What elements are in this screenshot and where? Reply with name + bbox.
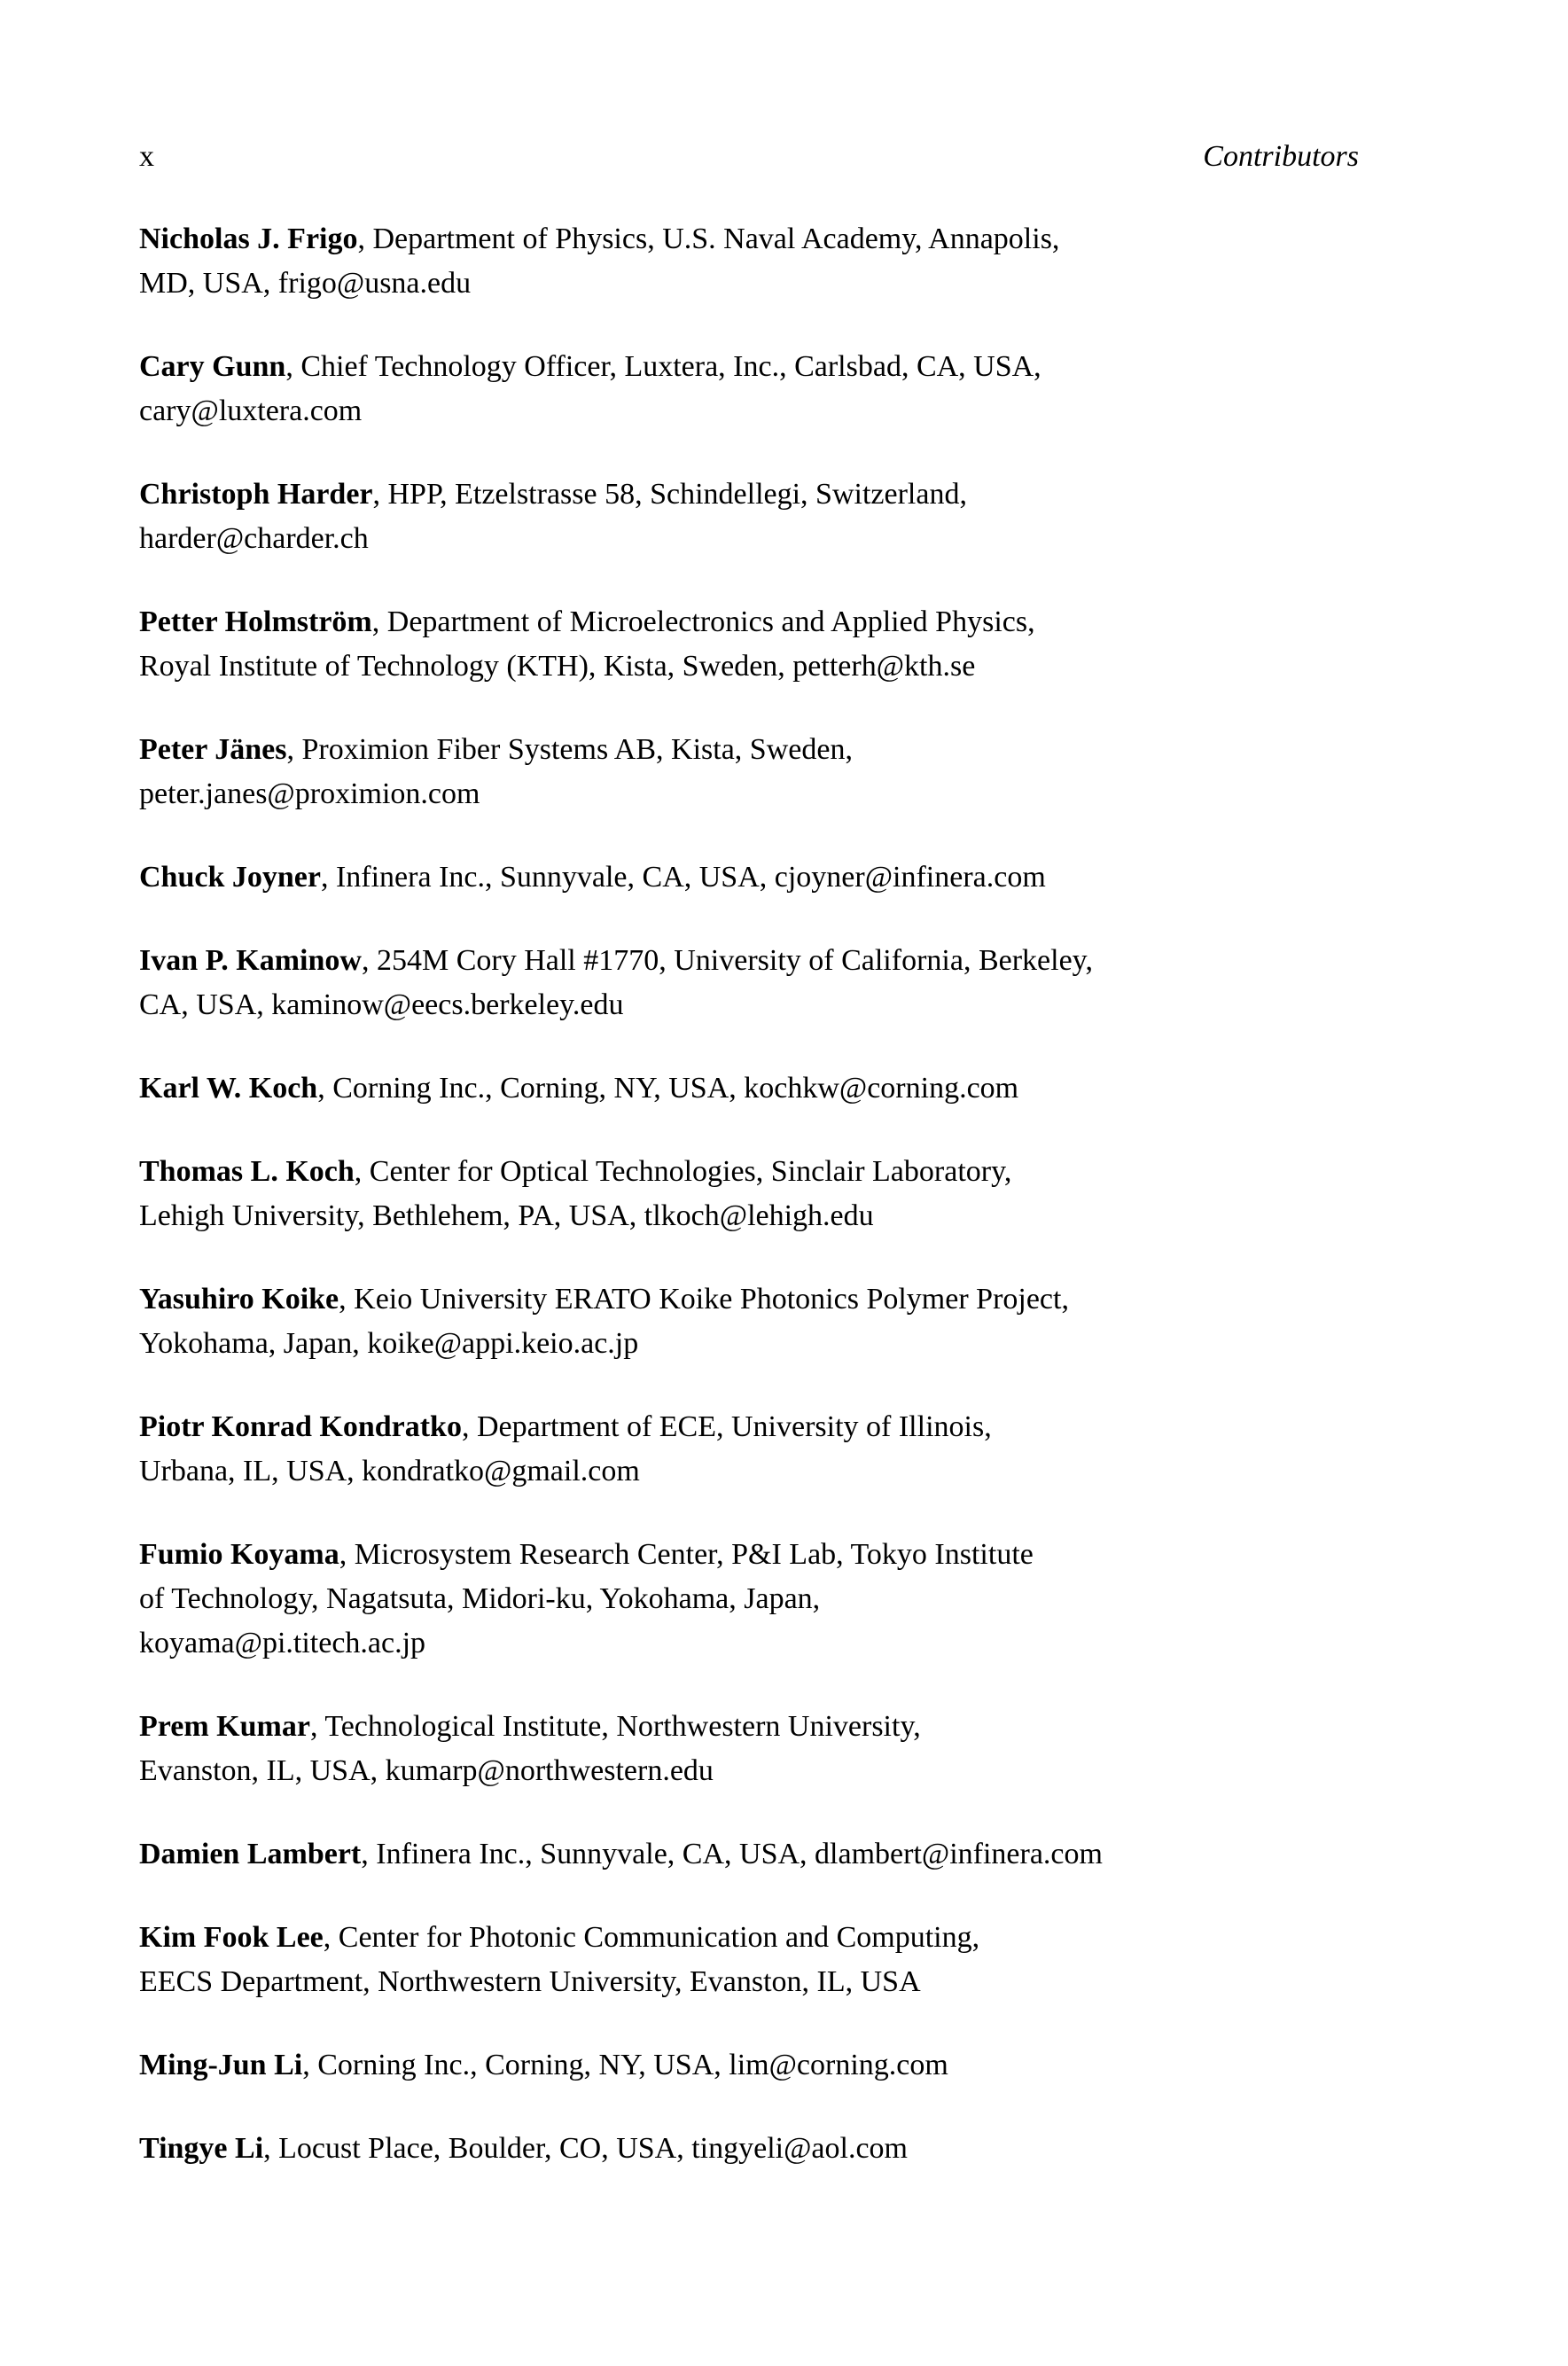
contributor-name: Damien Lambert: [139, 1838, 362, 1870]
contributor-entry: [139, 939, 1359, 1027]
contributor-name: Karl W. Koch: [139, 1072, 318, 1105]
running-title: Contributors: [1203, 140, 1359, 173]
entry-line: Royal Institute of Technology (KTH), Kista, Sweden, petterh@kth.se: [139, 650, 976, 683]
entry-line: Ivan P. Kaminow, 254M Cory Hall #1770, University of California, Berkeley,: [139, 944, 1093, 977]
entry-line: Petter Holmström, Department of Microelectronics and Applied Physics,: [139, 605, 1035, 638]
entry-line: peter.janes@proximion.com: [139, 777, 480, 810]
contributor-list: [139, 217, 1359, 2171]
contributor-name: Petter Holmström: [139, 605, 372, 638]
entry-line: Tingye Li, Locust Place, Boulder, CO, USA, tingyeli@aol.com: [139, 2132, 908, 2165]
entry-line: CA, USA, kaminow@eecs.berkeley.edu: [139, 988, 624, 1021]
contributor-name: Fumio Koyama: [139, 1538, 339, 1571]
entry-line: Nicholas J. Frigo, Department of Physics, U.S. Naval Academy, Annapolis,: [139, 223, 1060, 255]
contributor-name: Kim Fook Lee: [139, 1921, 324, 1954]
entry-line: Ming-Jun Li, Corning Inc., Corning, NY, USA, lim@corning.com: [139, 2049, 948, 2081]
entry-line: Karl W. Koch, Corning Inc., Corning, NY, USA, kochkw@corning.com: [139, 1072, 1019, 1105]
entry-line: EECS Department, Northwestern University, Evanston, IL, USA: [139, 1965, 921, 1998]
entry-line: koyama@pi.titech.ac.jp: [139, 1627, 426, 1659]
contributor-entry: [139, 1066, 1359, 1111]
contributor-name: Christoph Harder: [139, 478, 373, 511]
contributor-entry: [139, 2127, 1359, 2171]
entry-line: MD, USA, frigo@usna.edu: [139, 267, 472, 300]
entry-line: Yokohama, Japan, koike@appi.keio.ac.jp: [139, 1327, 639, 1360]
contributor-entry: [139, 600, 1359, 689]
contributor-name: Nicholas J. Frigo: [139, 223, 358, 255]
contributor-entry: [139, 1277, 1359, 1366]
entry-line: Peter Jänes, Proximion Fiber Systems AB, Kista, Sweden,: [139, 733, 853, 766]
entry-line: Yasuhiro Koike, Keio University ERATO Koike Photonics Polymer Project,: [139, 1283, 1069, 1316]
entry-line: Kim Fook Lee, Center for Photonic Communication and Computing,: [139, 1921, 980, 1954]
page-header: [139, 135, 1359, 179]
entry-line: Damien Lambert, Infinera Inc., Sunnyvale, CA, USA, dlambert@infinera.com: [139, 1838, 1103, 1870]
contributor-name: Chuck Joyner: [139, 861, 321, 894]
contributor-entry: [139, 1533, 1359, 1666]
contributor-name: Piotr Konrad Kondratko: [139, 1410, 462, 1443]
contributor-name: Ming-Jun Li: [139, 2049, 303, 2081]
entry-line: Prem Kumar, Technological Institute, Northwestern University,: [139, 1710, 921, 1743]
contributor-name: Peter Jänes: [139, 733, 287, 766]
entry-line: Chuck Joyner, Infinera Inc., Sunnyvale, CA, USA, cjoyner@infinera.com: [139, 861, 1046, 894]
entry-line: Urbana, IL, USA, kondratko@gmail.com: [139, 1455, 640, 1488]
contributor-name: Prem Kumar: [139, 1710, 310, 1743]
page-number: x: [139, 140, 154, 173]
contributor-name: Cary Gunn: [139, 350, 286, 383]
contributor-entry: [139, 1705, 1359, 1793]
contributor-entry: [139, 1150, 1359, 1238]
contributor-entry: [139, 1832, 1359, 1877]
contributor-name: Yasuhiro Koike: [139, 1283, 339, 1316]
entry-line: Lehigh University, Bethlehem, PA, USA, tlkoch@lehigh.edu: [139, 1199, 874, 1232]
entry-line: cary@luxtera.com: [139, 394, 363, 427]
contributor-name: Thomas L. Koch: [139, 1155, 355, 1188]
contributor-entry: [139, 472, 1359, 561]
contributor-entry: [139, 2043, 1359, 2088]
entry-line: of Technology, Nagatsuta, Midori-ku, Yokohama, Japan,: [139, 1582, 821, 1615]
entry-line: Christoph Harder, HPP, Etzelstrasse 58, Schindellegi, Switzerland,: [139, 478, 967, 511]
contributor-entry: [139, 1916, 1359, 2004]
entry-line: Thomas L. Koch, Center for Optical Technologies, Sinclair Laboratory,: [139, 1155, 1012, 1188]
entry-line: Evanston, IL, USA, kumarp@northwestern.edu: [139, 1754, 714, 1787]
entry-line: Fumio Koyama, Microsystem Research Center, P&I Lab, Tokyo Institute: [139, 1538, 1034, 1571]
contributor-entry: [139, 345, 1359, 433]
entry-line: Piotr Konrad Kondratko, Department of ECE, University of Illinois,: [139, 1410, 992, 1443]
contributor-entry: [139, 1405, 1359, 1494]
contributor-entry: [139, 855, 1359, 900]
contributor-name: Tingye Li: [139, 2132, 264, 2165]
contributor-name: Ivan P. Kaminow: [139, 944, 362, 977]
entry-line: harder@charder.ch: [139, 522, 369, 555]
contributor-entry: [139, 728, 1359, 816]
entry-line: Cary Gunn, Chief Technology Officer, Luxtera, Inc., Carlsbad, CA, USA,: [139, 350, 1041, 383]
contributor-entry: [139, 217, 1359, 306]
